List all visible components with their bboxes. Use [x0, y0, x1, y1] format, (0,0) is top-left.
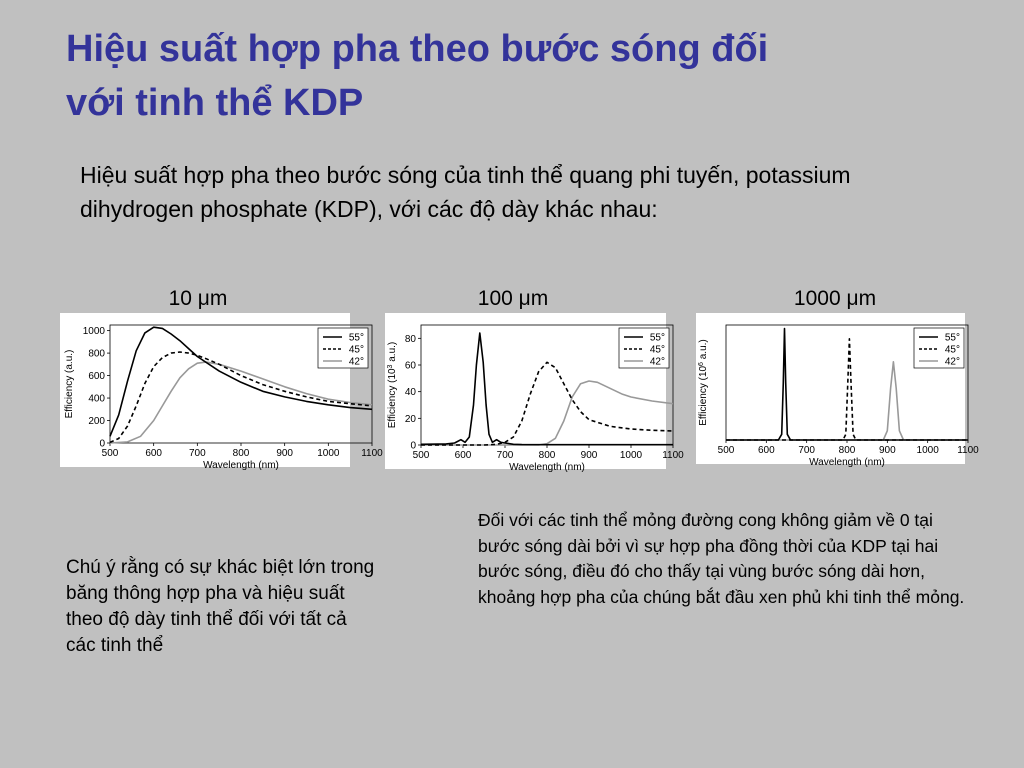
x-tick-label: 700 [496, 450, 514, 461]
legend-label: 45° [348, 344, 364, 356]
y-tick-label: 80 [404, 333, 416, 345]
note-left: Chú ý rằng có sự khác biệt lớn trong băng thông hợp pha và hiệu suất theo độ dày tinh thể đối với tất cả các tinh thể [66, 557, 375, 656]
note-right: Đối với các tinh thể mỏng đường cong không giảm về 0 tại bước sóng dài bởi vì sự hợp pha đồng thời của KDP tại hai bước sóng, điều đó cho thấy tại vùng bước sóng dài hơn, khoảng hợp pha của chúng bắt đầu xen phủ khi tinh thể mỏng. [478, 510, 965, 607]
y-axis-label-tail: a.u.) [387, 341, 398, 365]
x-tick-label: 700 [188, 448, 206, 459]
legend-label: 55° [649, 332, 665, 344]
x-tick-label: 500 [412, 450, 430, 461]
x-tick-label: 600 [757, 445, 775, 456]
x-tick-label: 900 [276, 448, 294, 459]
legend-label: 45° [649, 344, 665, 356]
y-axis-label [387, 342, 399, 429]
chart-2-title: 100 μm [477, 287, 549, 310]
x-tick-label: 900 [878, 445, 896, 456]
y-tick-label: 1000 [82, 326, 105, 338]
x-tick-label: 900 [580, 450, 598, 461]
x-tick-label: 800 [538, 450, 556, 461]
x-tick-label: 500 [717, 445, 735, 456]
y-axis-label: Efficiency (a.u.) [64, 349, 75, 419]
x-tick-label: 1100 [662, 450, 684, 461]
legend-label: 45° [944, 344, 960, 356]
x-tick-label: 1100 [361, 448, 383, 459]
x-tick-label: 600 [454, 450, 472, 461]
x-tick-label: 800 [838, 445, 856, 456]
chart-3 [696, 313, 979, 468]
y-axis-label [698, 339, 710, 426]
chart-2 [385, 313, 684, 473]
legend-label: 42° [944, 356, 960, 368]
slide-title [66, 22, 966, 130]
y-tick-label: 60 [404, 360, 416, 372]
y-axis-label-sup: 3 [386, 364, 394, 369]
y-tick-label: 200 [88, 416, 105, 428]
x-axis-label: Wavelength (nm) [809, 457, 885, 468]
y-tick-label: 0 [99, 438, 105, 450]
x-axis-label: Wavelength (nm) [203, 460, 279, 471]
legend-label: 42° [348, 356, 364, 368]
y-axis-label-main: Efficiency (10 [698, 365, 709, 426]
y-tick-label: 20 [404, 413, 416, 425]
x-tick-label: 1100 [957, 445, 979, 456]
x-tick-label: 1000 [619, 450, 643, 461]
chart-1-title: 10 μm [168, 287, 228, 310]
y-axis-label-main: Efficiency (10 [387, 368, 398, 429]
chart-1-svg [60, 313, 383, 471]
legend-label: 42° [649, 356, 665, 368]
series-line-2 [421, 381, 673, 445]
chart-3-title: 1000 μm [793, 287, 877, 310]
legend-label: 55° [944, 332, 960, 344]
y-tick-label: 400 [88, 393, 105, 405]
y-tick-label: 0 [410, 440, 416, 452]
slide-title-line-2: với tinh thể KDP [66, 82, 364, 124]
x-tick-label: 1000 [317, 448, 340, 459]
chart-3-svg [696, 313, 979, 468]
intro-paragraph: Hiệu suất hợp pha theo bước sóng của tinh thể quang phi tuyến, potassium dihydrogen phosphate (KDP), với các độ dày khác nhau: [80, 162, 851, 222]
series-line-1 [421, 362, 673, 445]
slide-title-line-1: Hiệu suất hợp pha theo bước sóng đối [66, 28, 769, 70]
x-tick-label: 500 [101, 448, 119, 459]
y-tick-label: 800 [88, 348, 105, 360]
y-tick-label: 600 [88, 371, 105, 383]
x-tick-label: 1000 [916, 445, 939, 456]
legend-label: 55° [348, 332, 364, 344]
x-axis-label: Wavelength (nm) [509, 462, 585, 473]
x-tick-label: 600 [145, 448, 163, 459]
chart-1 [60, 313, 383, 471]
chart-2-svg [385, 313, 684, 473]
y-tick-label: 40 [404, 387, 416, 399]
y-axis-label-sup: 6 [697, 362, 705, 366]
x-tick-label: 700 [798, 445, 816, 456]
y-axis-label-tail: a.u.) [698, 339, 709, 363]
x-tick-label: 800 [232, 448, 250, 459]
